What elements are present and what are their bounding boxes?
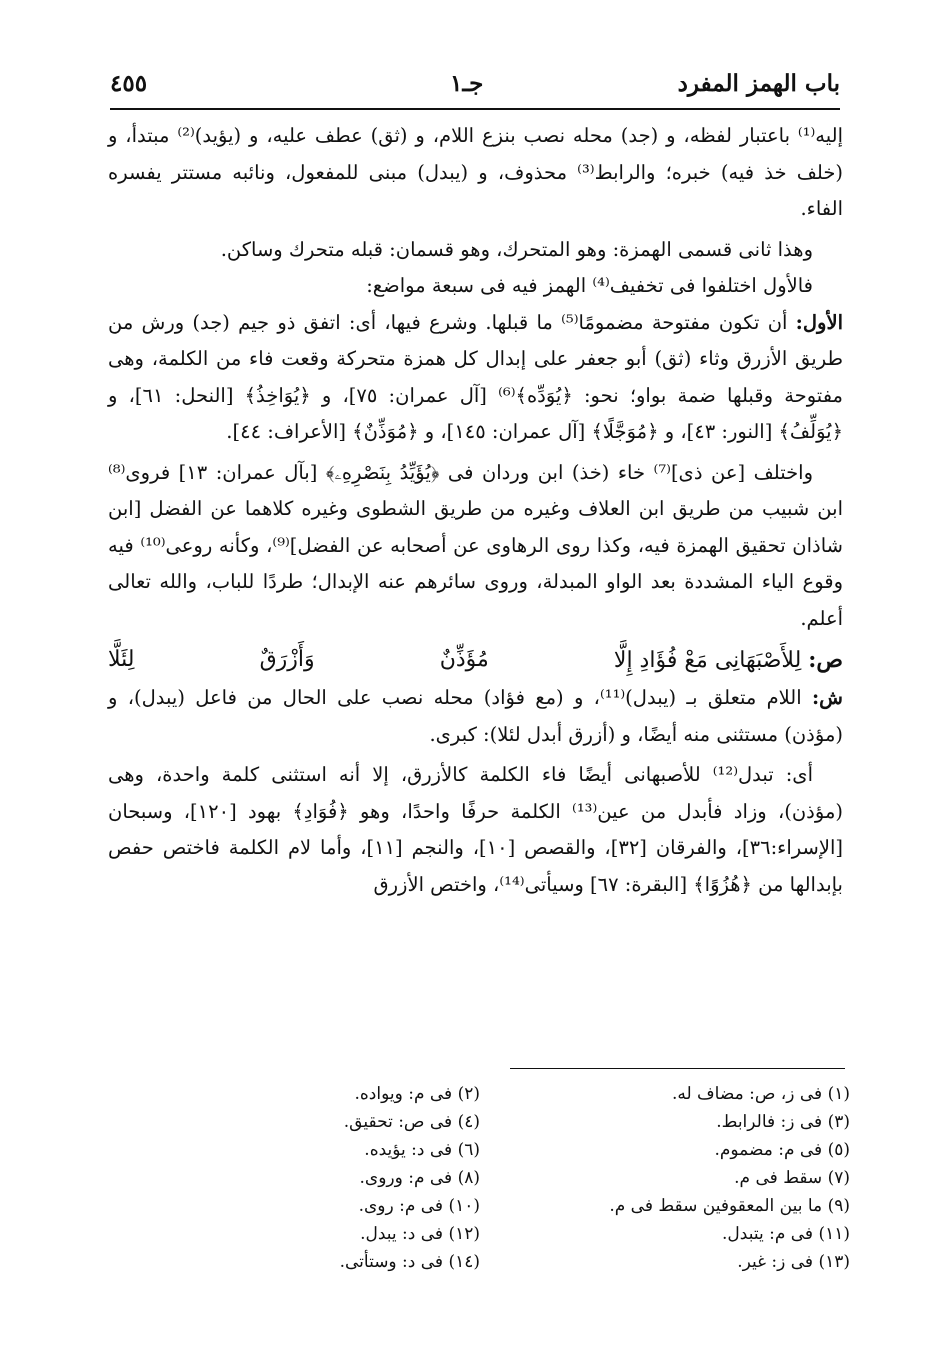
paragraph: إليه⁽¹⁾ باعتبار لفظه، و (جد) محله نصب بنزع اللام، و (ثق) عطف عليه، و (يؤيد)⁽²⁾ مبتدأ، و (خلف خذ فيه) خبره؛ والرابط⁽³⁾ محذوف، و (يبدل) مبنى للمفعول، ونائبه مستتر يفسره الفاء. [108,124,843,220]
running-header [110,70,840,106]
chapter-title: باب الهمز المفرد [677,70,840,97]
paragraph-text: أن تكون مفتوحة مضمومًا⁽⁵⁾ ما قبلها. وشرع فيها، أى: اتفق ذو جيم (جد) ورش من طريق الأزرق وثاء (ثق) أبو جعفر على إبدال كل همزة متحركة وقعت فاء من الكلمة، وهى مفتوحة وقبلها ضمة بواو؛ نحو: ﴿يُوَدِّه﴾⁽⁶⁾ [آل عمران: ٧٥]، و ﴿يُوَاخِذُ﴾ [النحل: ٦١]، و ﴿يُوَلِّفُ﴾ [النور: ٤٣]، و ﴿مُوَجَّلًا﴾ [آل عمران: ١٤٥]، و ﴿مُوَذِّنٌ﴾ [الأعراف: ٤٤]. [108,310,844,443]
verse-label: ص: [808,647,843,673]
footnote: (٧) سقط فى م. [734,1168,850,1188]
footnote: (١٠) فى م: روى. [358,1196,480,1216]
header-divider [110,108,840,110]
footnote-divider [510,1068,845,1069]
footnote-row [110,1136,850,1164]
paragraph: وهذا ثانى قسمى الهمزة: وهو المتحرك، وهو قسمان: قبله متحرك وساكن. [220,237,813,261]
footnote: (٥) فى م: مضموم. [714,1140,850,1160]
footnote: (١) فى ز، ص: مضاف له. [671,1084,850,1104]
volume-marker: جـ١ [450,70,484,97]
footnote: (١١) فى م: يتبدل. [722,1224,850,1244]
main-text [108,118,843,903]
footnote-row [110,1248,850,1276]
footnote-row [110,1164,850,1192]
paragraph: فالأول اختلفوا فى تخفيف⁽⁴⁾ الهمز فيه فى سبعة مواضع: [366,274,813,297]
commentary [108,680,843,753]
footnote-row [110,1220,850,1248]
footnote: (٨) فى م: وروى. [359,1168,480,1188]
verse-words: لِلأَصْبَهَانِى مَعْ فُؤَادِ إِلَّا [613,648,802,673]
footnote-row [110,1080,850,1108]
verse-segment-3: وَأَزْرَقٌ [259,647,315,672]
commentary-label: ش: [811,686,843,709]
footnote-row [110,1108,850,1136]
footnotes [110,1080,850,1276]
footnote: (٢) فى م: ويواده. [354,1084,480,1104]
verse-segment-4: لِئَلَّا [108,647,135,672]
verse-segment-2: مُؤَذِّنٌ [439,647,489,672]
footnote: (١٢) فى د: يبدل. [360,1224,480,1244]
footnote: (١٤) فى د: وستأتى. [339,1252,480,1272]
footnote: (٦) فى د: يؤيده. [364,1140,480,1160]
poem-verse [108,641,843,680]
paragraph: واختلف [عن ذى]⁽⁷⁾ خاء (خذ) ابن وردان فى ﴿يُؤَيِّدُ بِنَصْرِهِۦ﴾ [بآل عمران: ١٣] فروى⁽⁸⁾ ابن شبيب من طريق ابن العلاف وغيره من طريق الشطوى وغيره كلاهما عن الفضل [ابن شاذان تحقيق الهمزة فيه، وكذا روى الرهاوى عن أصحابه عن الفضل]⁽⁹⁾، وكأنه روعى⁽¹⁰⁾ فيه وقوع الياء المشددة بعد الواو المبدلة، وروى سائرهم عنه الإبدال؛ طردًا للباب، والله تعالى أعلم. [108,460,843,630]
footnote: (٣) فى ز: فالرابط. [716,1112,850,1132]
footnote-row [110,1192,850,1220]
footnote: (٩) ما بين المعقوفين سقط فى م. [609,1196,850,1216]
page-number: ٤٥٥ [110,70,148,97]
commentary-text: اللام متعلق بـ (يبدل)⁽¹¹⁾، و (مع فؤاد) محله نصب على الحال من فاعل (يبدل)، و (مؤذن) مستثنى منه أيضًا، و (أزرق أبدل لئلا): كبرى. [108,686,843,746]
footnote: (٤) فى ص: تحقيق. [343,1112,480,1132]
verse-segment-1 [614,641,843,680]
footnote: (١٣) فى ز: غير. [737,1252,850,1272]
section-label: الأول: [795,310,843,334]
paragraph [108,305,843,451]
paragraph: أى: تبدل⁽¹²⁾ للأصبهانى أيضًا فاء الكلمة كالأزرق، إلا أنه استثنى كلمة واحدة، وهى (مؤذن)، وزاد فأبدل من عين⁽¹³⁾ الكلمة حرفًا واحدًا، وهو ﴿فُوَادِ﴾ بهود [١٢٠]، وسبحان [الإسراء:٣٦]، والفرقان [٣٢]، والقصص [١٠]، والنجم [١١]، وأما لام الكلمة فاختص حفص بإبدالها من ﴿هُزُوًا﴾ [البقرة: ٦٧] وسيأتى⁽¹⁴⁾، واختص الأزرق [108,763,843,896]
